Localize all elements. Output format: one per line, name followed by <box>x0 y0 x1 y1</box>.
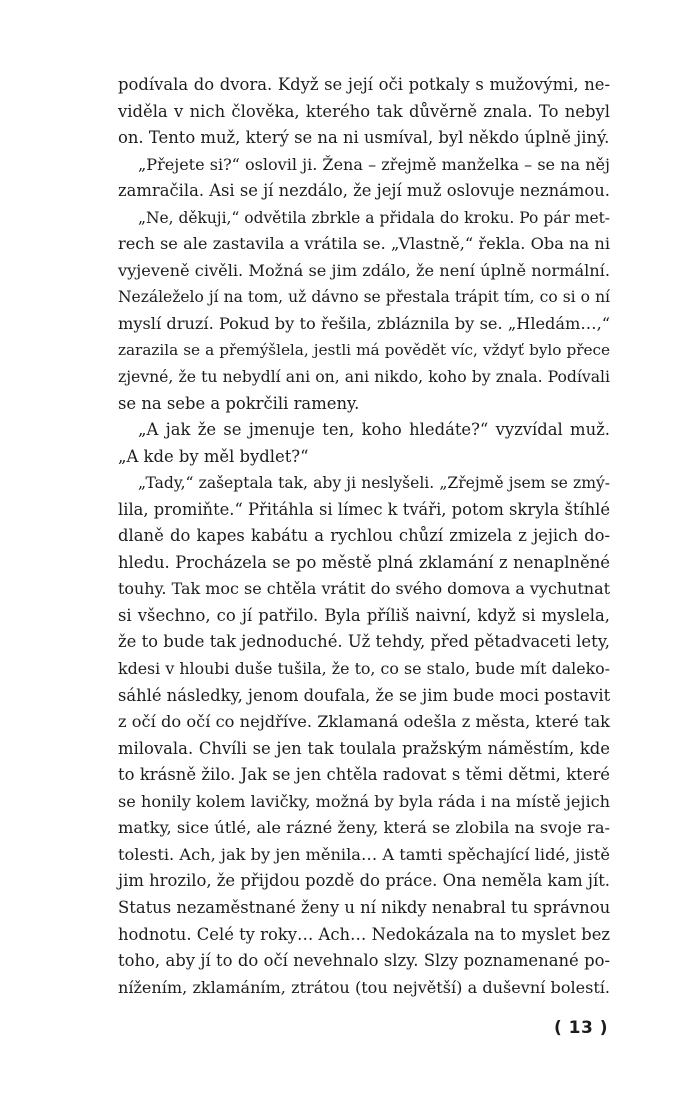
text-line: jim hrozilo, že přijdou pozdě do práce. Ona neměla kam jít. <box>118 871 610 891</box>
text-line: že to bude tak jednoduché. Už tehdy, před pětadvaceti lety, <box>118 632 610 652</box>
text-line: zamračila. Asi se jí nezdálo, že její muž oslovuje neznámou. <box>118 181 610 201</box>
text-line: „Tady,“ zašeptala tak, aby ji neslyšeli. „Zřejmě jsem se zmý- <box>138 474 610 493</box>
text-line: on. Tento muž, který se na ni usmíval, byl někdo úplně jiný. <box>118 128 610 148</box>
text-line: „Přejete si?“ oslovil ji. Žena – zřejmě manželka – se na něj <box>138 154 610 174</box>
text-line: zjevné, že tu nebydlí ani on, ani nikdo, koho by znala. Podívali <box>118 367 610 387</box>
text-line: hodnotu. Celé ty roky… Ach… Nedokázala na to myslet bez <box>118 924 610 944</box>
body-text <box>118 72 610 1001</box>
text-line: tolesti. Ach, jak by jen měnila… A tamti spěchající lidé, jistě <box>118 844 610 864</box>
text-line: „A kde by měl bydlet?“ <box>118 446 309 466</box>
text-line: hledu. Procházela se po městě plná zklamání z nenaplněné <box>118 552 610 572</box>
text-line: si všechno, co jí patřilo. Byla příliš naivní, když si myslela, <box>118 605 610 625</box>
text-line: vyjeveně civěli. Možná se jim zdálo, že není úplně normální. <box>118 260 610 280</box>
page-number: ( 13 ) <box>553 1018 608 1038</box>
text-line: Nezáleželo jí na tom, už dávno se přestala trápit tím, co si o ní <box>118 288 610 307</box>
text-line: myslí druzí. Pokud by to řešila, zbláznila by se. „Hledám…,“ <box>118 313 610 333</box>
text-line: podívala do dvora. Když se její oči potkaly s mužovými, ne- <box>118 75 610 94</box>
text-line: „Ne, děkuji,“ odvětila zbrkle a přidala do kroku. Po pár met- <box>138 208 610 227</box>
text-line: z očí do očí co nejdříve. Zklamaná odešla z města, které tak <box>118 712 610 732</box>
text-line: Status nezaměstnané ženy u ní nikdy nenabral tu správnou <box>118 897 611 917</box>
text-line: milovala. Chvíli se jen tak toulala pražským náměstím, kde <box>118 738 610 758</box>
text-line: se na sebe a pokrčili rameny. <box>118 393 360 413</box>
text-line: touhy. Tak moc se chtěla vrátit do svého domova a vychutnat <box>118 579 610 599</box>
text-line: rech se ale zastavila a vrátila se. „Vlastně,“ řekla. Oba na ni <box>118 234 610 254</box>
text-line: dlaně do kapes kabátu a rychlou chůzí zmizela z jejich do- <box>118 526 610 546</box>
text-line: „A jak že se jmenuje ten, koho hledáte?“ vyzvídal muž. <box>138 420 610 440</box>
text-line: toho, aby jí to do očí nevehnalo slzy. Slzy poznamenané po- <box>118 951 610 971</box>
text-line: se honily kolem lavičky, možná by byla ráda i na místě jejich <box>118 791 610 811</box>
text-line: to krásně žilo. Jak se jen chtěla radovat s těmi dětmi, které <box>118 765 610 785</box>
text-line: kdesi v hloubi duše tušila, že to, co se stalo, bude mít daleko- <box>118 659 610 679</box>
text-line: lila, promiňte.“ Přitáhla si límec k tváři, potom skryla štíhlé <box>118 499 610 519</box>
text-line: sáhlé následky, jenom doufala, že se jim bude moci postavit <box>118 685 611 705</box>
text-line: nížením, zklamáním, ztrátou (tou největší) a duševní bolestí. <box>118 977 610 997</box>
text-line: matky, sice útlé, ale rázné ženy, která se zlobila na svoje ra- <box>118 818 610 838</box>
text-line: viděla v nich člověka, kterého tak důvěrně znala. To nebyl <box>118 101 610 121</box>
text-line: zarazila se a přemýšlela, jestli má povědět víc, vždyť bylo přece <box>118 341 610 360</box>
